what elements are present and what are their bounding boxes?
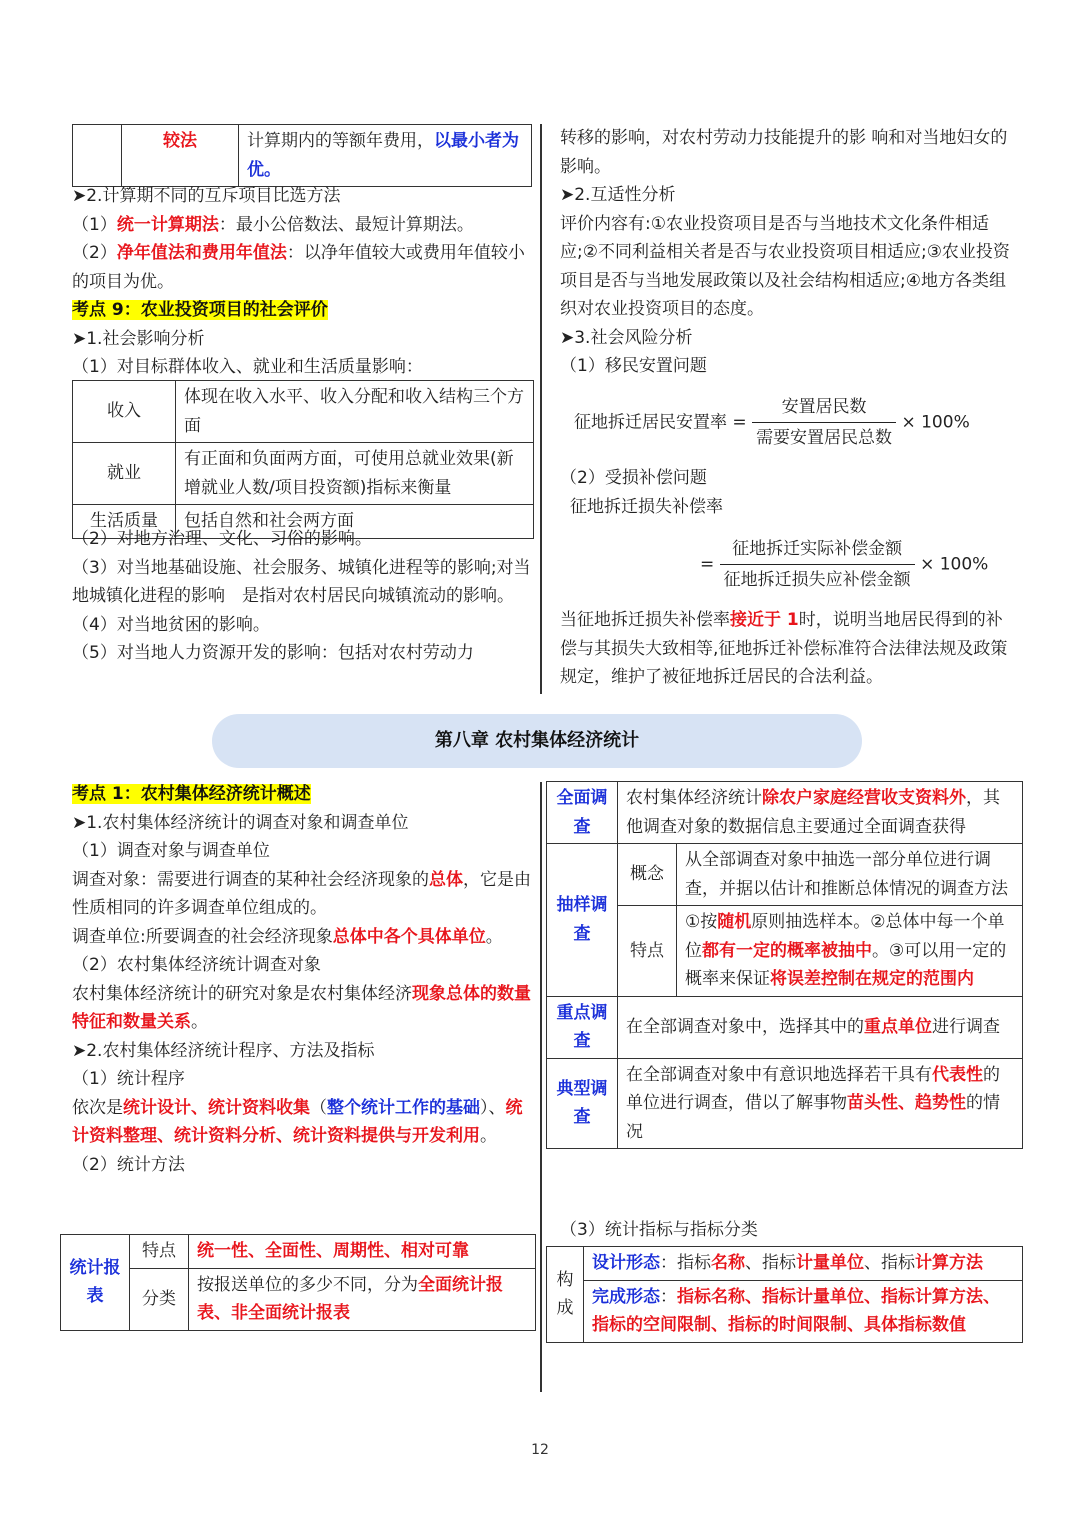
table-row: 典型调查 在全部调查对象中有意识地选择若干具有代表性的单位进行调查，借以了解事物苗头性、趋势性的情况 bbox=[547, 1058, 1023, 1149]
left-top-column-cont: （2）对地方治理、文化、习俗的影响。 （3）对当地基础设施、社会服务、城镇化进程等的影响;对当地城镇化进程的影响 是指对农村居民向城镇流动的影响。 （4）对当地贫困的影响。 （5）对当地人力资源开发的影响：包括对农村劳动力 bbox=[72, 529, 531, 663]
section-heading: ➤2.农村集体经济统计程序、方法及指标 bbox=[72, 1040, 375, 1061]
method-cell: 较法 bbox=[122, 125, 239, 187]
left-top-column: ➤2.计算期不同的互斥项目比选方法 （1）统一计算期法：最小公倍数法、最短计算期法。 （2）净年值法和费用年值法：以净年值较大或费用年值较小的项目为优。 考点 9：农业投资项目的社会评价 ➤1.社会影响分析 （1）对目标群体收入、就业和生活质量影响： bbox=[72, 182, 532, 382]
page-number: 12 bbox=[531, 1442, 549, 1458]
method-table-fragment bbox=[72, 124, 532, 187]
right-top-column: 转移的影响，对农村劳动力技能提升的影 响和对当地妇女的影响。 ➤2.互适性分析 评价内容有:①农业投资项目是否与当地技术文化条件相适应;②不同利益相关者是否与农业投资项目相适应;③农业投资项目是否与当地发展政策以及社会结构相适应;④地方各类组织对农业投资项目的态度。 ➤3.社会风险分析 （1）移民安置问题 bbox=[560, 128, 1010, 376]
survey-methods-table bbox=[546, 781, 1023, 1149]
statistical-report-table bbox=[60, 1234, 536, 1331]
indicator-table bbox=[546, 1246, 1023, 1343]
kaodian-1-title: 考点 1：农村集体经济统计概述 bbox=[72, 784, 311, 804]
indicator-caption: （3）统计指标与指标分类 bbox=[560, 1220, 758, 1240]
right-top-column-end: 当征地拆迁损失补偿率接近于 1时，说明当地居民得到的补偿与其损失大致相等,征地拆迁补偿标准符合法律法规及政策规定，维护了被征地拆迁居民的合法利益。 bbox=[560, 610, 1008, 687]
formula-resettlement-rate: 征地拆迁居民安置率 = $\frac{\text{安置居民数}}{\text{需要安置居民总数}}$ × 100% bbox=[574, 392, 970, 453]
table-row: 统计报表 特点 统一性、全面性、周期性、相对可靠 bbox=[61, 1235, 536, 1269]
table-row: 重点调查 在全部调查对象中，选择其中的重点单位进行调查 bbox=[547, 996, 1023, 1058]
column-divider-top bbox=[540, 124, 542, 694]
table-row: 构成 设计形态：指标名称、指标计量单位、指标计算方法 bbox=[547, 1247, 1023, 1281]
table-row: 分类 按报送单位的多少不同，分为全面统计报表、非全面统计报表 bbox=[61, 1268, 536, 1330]
report-name: 统计报表 bbox=[61, 1235, 130, 1331]
right-top-column-cont: （2）受损补偿问题 征地拆迁损失补偿率 bbox=[560, 468, 723, 517]
table-row: 全面调查 农村集体经济统计除农户家庭经营收支资料外，其他调查对象的数据信息主要通过全面调查获得 bbox=[547, 782, 1023, 844]
column-divider-bottom bbox=[540, 782, 542, 1392]
table-row: 就业 有正面和负面两方面，可使用总就业效果(新增就业人数/项目投资额)指标来衡量 bbox=[73, 443, 534, 505]
section-heading: ➤3.社会风险分析 bbox=[560, 327, 693, 348]
table-row: 完成形态：指标名称、指标计量单位、指标计算方法、指标的空间限制、指标的时间限制、具体指标数值 bbox=[547, 1280, 1023, 1342]
section-heading: ➤2.计算期不同的互斥项目比选方法 bbox=[72, 186, 341, 206]
left-bottom-column: 考点 1：农村集体经济统计概述 ➤1.农村集体经济统计的调查对象和调查单位 （1）调查对象与调查单位 调查对象：需要进行调查的某种社会经济现象的总体，它是由性质相同的许多调查单位组成的。 调查单位:所要调查的社会经济现象总体中各个具体单位。 （2）农村集体经济统计调查对象 农村集体经济统计的研究对象是农村集体经济现象总体的数量特征和数量关系。 ➤2.农村集体经济统计程序、方法及指标 （1）统计程序 依次是统计设计、统计资料收集（整个统计工作的基础）、统计资料整理、统计资料分析、统计资料提供与开发利用。 （2）统计方法 bbox=[72, 784, 531, 1175]
table-row: 生活质量 包括自然和社会两方面 bbox=[73, 505, 534, 539]
chapter-title-banner: 第八章 农村集体经济统计 bbox=[212, 714, 862, 768]
table-row: 收入 体现在收入水平、收入分配和收入结构三个方面 bbox=[73, 381, 534, 443]
impact-table bbox=[72, 380, 534, 539]
method-desc: 计算期内的等额年费用，以最小者为优。 bbox=[239, 125, 532, 187]
section-heading: ➤1.农村集体经济统计的调查对象和调查单位 bbox=[72, 812, 409, 833]
formula-compensation-rate: = $\frac{\text{征地拆迁实际补偿金额}}{\text{征地拆迁损失应补偿金额}}$ × 100% bbox=[700, 534, 988, 595]
table-row: 抽样调查 概念 从全部调查对象中抽选一部分单位进行调查，并据以估计和推断总体情况的调查方法 bbox=[547, 844, 1023, 906]
kaodian-9-title: 考点 9：农业投资项目的社会评价 bbox=[72, 300, 328, 320]
section-heading: ➤1.社会影响分析 bbox=[72, 328, 205, 349]
table-row: 特点 ①按随机原则抽选样本。②总体中每一个单位都有一定的概率被抽中。③可以用一定的概率来保证将误差控制在规定的范围内 bbox=[547, 906, 1023, 997]
section-heading: ➤2.互适性分析 bbox=[560, 185, 676, 205]
